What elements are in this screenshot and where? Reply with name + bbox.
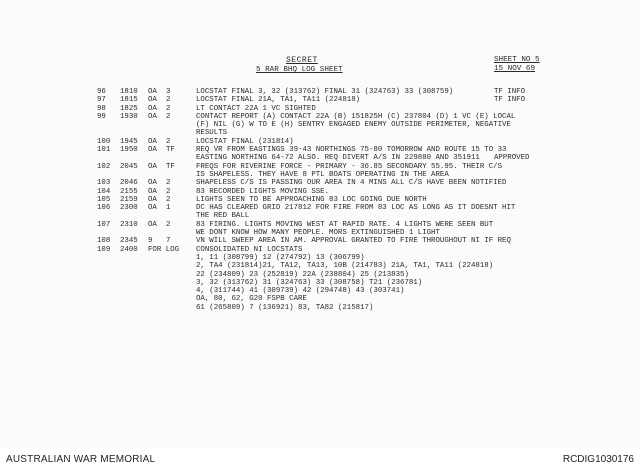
message-cell: DC HAS CLEARED GRID 217812 FOR FIRE FROM 83 LOC AS LONG AS IT DOESNT HIT [196, 204, 516, 213]
log-row [0, 254, 640, 262]
log-row [0, 88, 640, 96]
log-row [0, 138, 640, 146]
message-cell: 22 (234809) 23 (252819) 22A (238804) 25 (213835) [196, 270, 409, 279]
time-cell: 1950 [120, 146, 138, 155]
log-row [0, 105, 640, 113]
log-row [0, 179, 640, 187]
time-cell: 2045 [120, 162, 138, 171]
serial-cell: 104 [97, 187, 111, 196]
message-cell: THE RED BALL [196, 212, 250, 221]
precedence-cell: 3 [166, 88, 171, 96]
time-cell: 1815 [120, 96, 138, 105]
log-row [0, 295, 640, 303]
serial-cell: 100 [97, 137, 111, 146]
precedence-cell: 2 [166, 104, 171, 113]
message-cell: FREQS FOR RIVERINE FORCE - PRIMARY - 36.85 SECONDARY 55.95. THEIR C/S [196, 162, 503, 171]
serial-cell: 97 [97, 96, 106, 105]
precedence-cell: 1 [166, 204, 171, 213]
log-row [0, 262, 640, 270]
log-row [0, 196, 640, 204]
time-cell: 2155 [120, 187, 138, 196]
sheet-number: SHEET NO 5 [494, 56, 540, 64]
precedence-cell: TF [166, 146, 175, 155]
time-cell: 1810 [120, 88, 138, 96]
station-cell: OA [148, 112, 157, 121]
precedence-cell: 2 [166, 96, 171, 105]
log-row [0, 279, 640, 287]
action-note-cell: TF INFO [494, 88, 526, 96]
message-cell: LT CONTACT 22A 1 VC SIGHTED [196, 104, 316, 113]
log-row [0, 188, 640, 196]
log-row [0, 96, 640, 104]
message-cell: VN WILL SWEEP AREA IN AM. APPROVAL GRANTED TO FIRE THROUGHOUT NI IF REQ [196, 237, 511, 246]
serial-cell: 101 [97, 146, 111, 155]
log-row [0, 287, 640, 295]
message-cell: 83 FIRING. LIGHTS MOVING WEST AT RAPID RATE. 4 LIGHTS WERE SEEN BUT [196, 220, 494, 229]
log-row [0, 113, 640, 121]
precedence-cell: 2 [166, 195, 171, 204]
precedence-cell: 2 [166, 179, 171, 188]
log-row [0, 129, 640, 137]
message-cell: CONTACT REPORT (A) CONTACT 22A (B) 151825H (C) 237804 (D) 1 VC (E) LOCAL [196, 112, 516, 121]
message-cell: 1, 11 (308799) 12 (274792) 13 (306799) [196, 253, 365, 262]
serial-cell: 99 [97, 112, 106, 121]
log-row [0, 204, 640, 212]
message-cell: (F) NIL (G) W TO E (H) SENTRY ENGAGED ENEMY OUTSIDE PERIMETER, NEGATIVE [196, 121, 511, 130]
station-cell: 9 [148, 237, 153, 246]
time-cell: 2310 [120, 220, 138, 229]
classification-heading: SECRET [286, 56, 318, 65]
message-cell: OA, 80, 62, G20 FSPB CARE [196, 295, 307, 304]
message-cell: 61 (265809) 7 (136921) 83, TA82 (215817) [196, 303, 374, 312]
message-cell: REQ VR FROM EASTINGS 39-43 NORTHINGS 75-80 TOMORROW AND ROUTE 15 TO 33 [196, 146, 507, 155]
message-cell: 4, (311744) 41 (309739) 42 (294748) 43 (303741) [196, 287, 405, 296]
message-cell: IS SHAPELESS. THEY HAVE 8 PTL BOATS OPERATING IN THE AREA [196, 170, 449, 179]
message-cell: EASTING NORTHING 64-72 ALSO. REQ DIVERT A/S IN 229880 AND 351911 [196, 154, 480, 163]
station-cell: OA [148, 204, 157, 213]
log-entries [0, 88, 640, 312]
log-row [0, 221, 640, 229]
sheet-date: 15 NOV 69 [494, 65, 536, 73]
serial-cell: 102 [97, 162, 111, 171]
time-cell: 2400 [120, 245, 138, 254]
precedence-cell: 2 [166, 137, 171, 146]
log-row [0, 212, 640, 220]
precedence-cell: 2 [166, 187, 171, 196]
station-cell: OA [148, 162, 157, 171]
message-cell: CONSOLIDATED NI LOCSTATS [196, 245, 303, 254]
station-cell: FOR LOG [148, 245, 180, 254]
station-cell: OA [148, 146, 157, 155]
message-cell: SHAPELESS C/S IS PASSING OUR AREA IN 4 MINS ALL C/S HAVE BEEN NOTIFIED [196, 179, 507, 188]
time-cell: 1930 [120, 112, 138, 121]
message-cell: LOCSTAT FINAL 3, 32 (313762) FINAL 31 (324763) 33 (308759) [196, 88, 454, 96]
precedence-cell: 2 [166, 220, 171, 229]
message-cell: RESULTS [196, 129, 228, 138]
station-cell: OA [148, 88, 157, 96]
action-note-cell: APPROVED [494, 154, 530, 163]
station-cell: OA [148, 137, 157, 146]
serial-cell: 108 [97, 237, 111, 246]
sheet-info [494, 56, 540, 74]
station-cell: OA [148, 195, 157, 204]
log-row [0, 171, 640, 179]
time-cell: 2159 [120, 195, 138, 204]
serial-cell: 98 [97, 104, 106, 113]
log-row [0, 304, 640, 312]
station-cell: OA [148, 220, 157, 229]
log-row [0, 163, 640, 171]
message-cell: LIGHTS SEEN TO BE APPROACHING 83 LOC GOING DUE NORTH [196, 195, 427, 204]
time-cell: 1825 [120, 104, 138, 113]
station-cell: OA [148, 96, 157, 105]
message-cell: 3, 32 (313762) 31 (324763) 33 (308758) T21 (236781) [196, 278, 423, 287]
serial-cell: 105 [97, 195, 111, 204]
serial-cell: 109 [97, 245, 111, 254]
serial-cell: 107 [97, 220, 111, 229]
time-cell: 2046 [120, 179, 138, 188]
message-cell: 83 RECORDED LIGHTS MOVING SSE. [196, 187, 330, 196]
precedence-cell: 2 [166, 112, 171, 121]
message-cell: 2, TA4 (231814)21, TA12, TA13, 10B (214783) 21A, TA1, TA11 (224818) [196, 262, 494, 271]
log-row [0, 271, 640, 279]
message-cell: WE DONT KNOW HOW MANY PEOPLE. MORS EXTINGUISHED 1 LIGHT [196, 229, 440, 238]
log-row [0, 229, 640, 237]
archive-footer [0, 450, 640, 468]
log-row [0, 154, 640, 162]
time-cell: 2345 [120, 237, 138, 246]
page-title: 5 RAR BHQ LOG SHEET [256, 66, 343, 74]
time-cell: 1945 [120, 137, 138, 146]
precedence-cell: TF [166, 162, 175, 171]
serial-cell: 106 [97, 204, 111, 213]
log-row [0, 121, 640, 129]
log-row [0, 246, 640, 254]
time-cell: 2300 [120, 204, 138, 213]
log-row [0, 237, 640, 245]
station-cell: OA [148, 104, 157, 113]
station-cell: OA [148, 187, 157, 196]
archive-reference: RCDIG1030176 [562, 454, 634, 465]
log-row [0, 146, 640, 154]
message-cell: LOCSTAT FINAL (231814) [196, 137, 294, 146]
action-note-cell: TF INFO [494, 96, 526, 105]
serial-cell: 103 [97, 179, 111, 188]
archive-source: AUSTRALIAN WAR MEMORIAL [6, 454, 156, 465]
serial-cell: 96 [97, 88, 106, 96]
station-cell: OA [148, 179, 157, 188]
message-cell: LOCSTAT FINAL 21A, TA1, TA11 (224818) [196, 96, 361, 105]
precedence-cell: 7 [166, 237, 171, 246]
